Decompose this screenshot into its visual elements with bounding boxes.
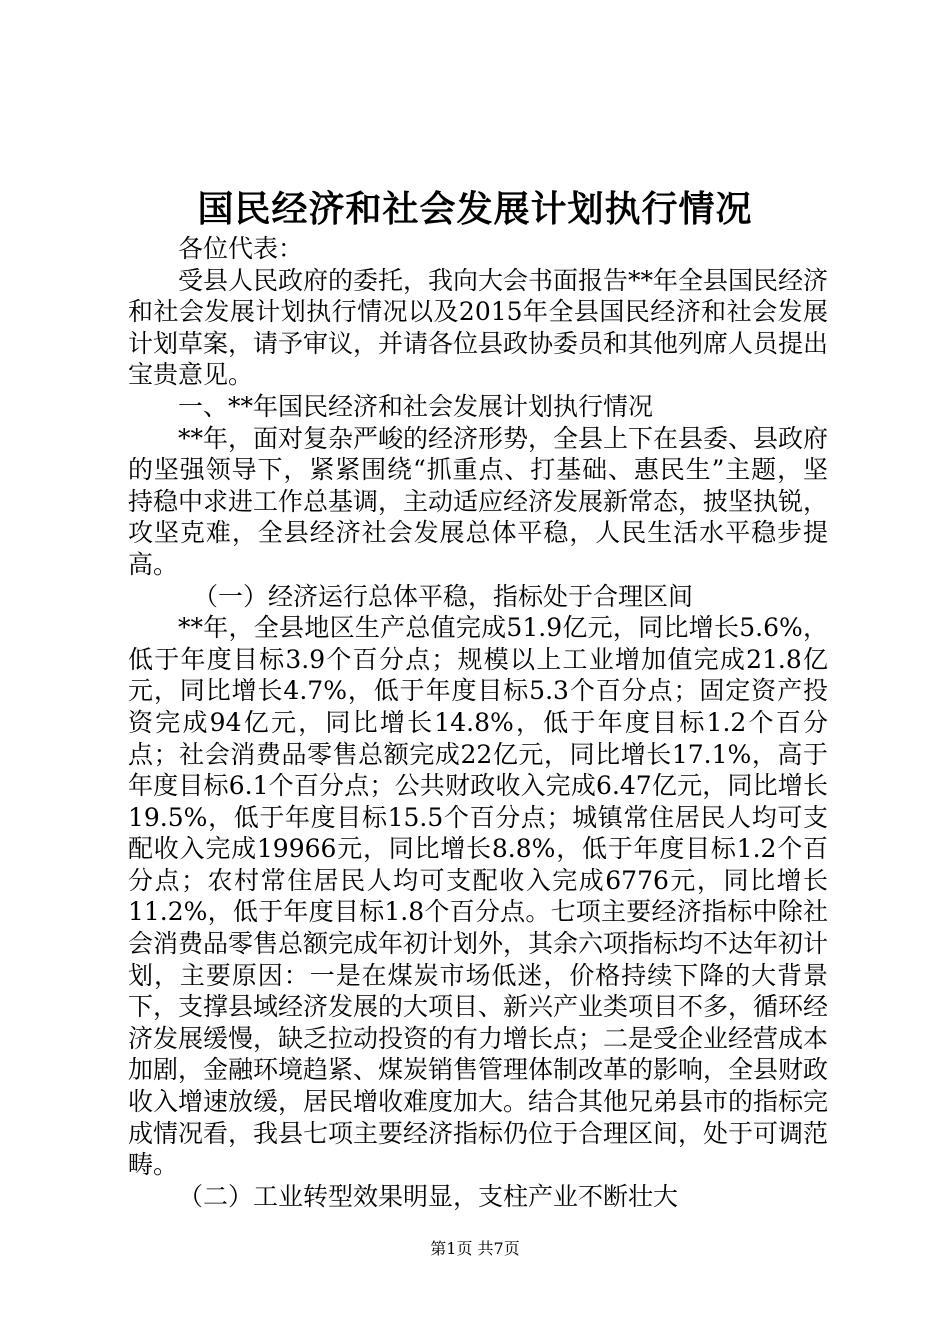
document-title: 国民经济和社会发展计划执行情况 [197, 188, 753, 230]
intro-paragraph: 受县人民政府的委托，我向大会书面报告**年全县国民经济和社会发展计划执行情况以及2015年全县国民经济和社会发展计划草案，请予审议，并请各位县政协委员和其他列席人员提出宝贵意见。 [128, 265, 829, 390]
page-number: 第1页 共7页 [430, 1239, 520, 1258]
subsection-heading-1: （一）经济运行总体平稳，指标处于合理区间 [193, 581, 694, 611]
overview-paragraph: **年，面对复杂严峻的经济形势，全县上下在县委、县政府的坚强领导下，紧紧围绕“抓重点、打基础、惠民生”主题，坚持稳中求进工作总基调，主动适应经济发展新常态，披坚执锐，攻坚克难，全县经济社会发展总体平稳，人民生活水平稳步提高。 [128, 423, 829, 579]
section-heading-1: 一、**年国民经济和社会发展计划执行情况 [178, 391, 654, 421]
indicators-paragraph: **年，全县地区生产总值完成51.9亿元，同比增长5.6%，低于年度目标3.9个百分点；规模以上工业增加值完成21.8亿元，同比增长4.7%，低于年度目标5.3个百分点；固定资产投资完成94亿元，同比增长14.8%，低于年度目标1.2个百分点；社会消费品零售总额完成22亿元，同比增长17.1%，高于年度目标6.1个百分点；公共财政收入完成6.47亿元，同比增长19.5%，低于年度目标15.5个百分点；城镇常住居民人均可支配收入完成19966元，同比增长8.8%，低于年度目标1.2个百分点；农村常住居民人均可支配收入完成6776元，同比增长11.2%，低于年度目标1.8个百分点。七项主要经济指标中除社会消费品零售总额完成年初计划外，其余六项指标均不达年初计划，主要原因：一是在煤炭市场低迷，价格持续下降的大背景下，支撑县域经济发展的大项目、新兴产业类项目不多，循环经济发展缓慢，缺乏拉动投资的有力增长点；二是受企业经营成本加剧，金融环境趋紧、煤炭销售管理体制改革的影响，全县财政收入增速放缓，居民增收难度加大。结合其他兄弟县市的指标完成情况看，我县七项主要经济指标仍位于合理区间，处于可调范畴。 [128, 613, 829, 1180]
document-body [128, 233, 828, 1212]
subsection-heading-2: （二）工业转型效果明显，支柱产业不断壮大 [178, 1181, 679, 1211]
salutation-paragraph: 各位代表： [178, 234, 304, 263]
